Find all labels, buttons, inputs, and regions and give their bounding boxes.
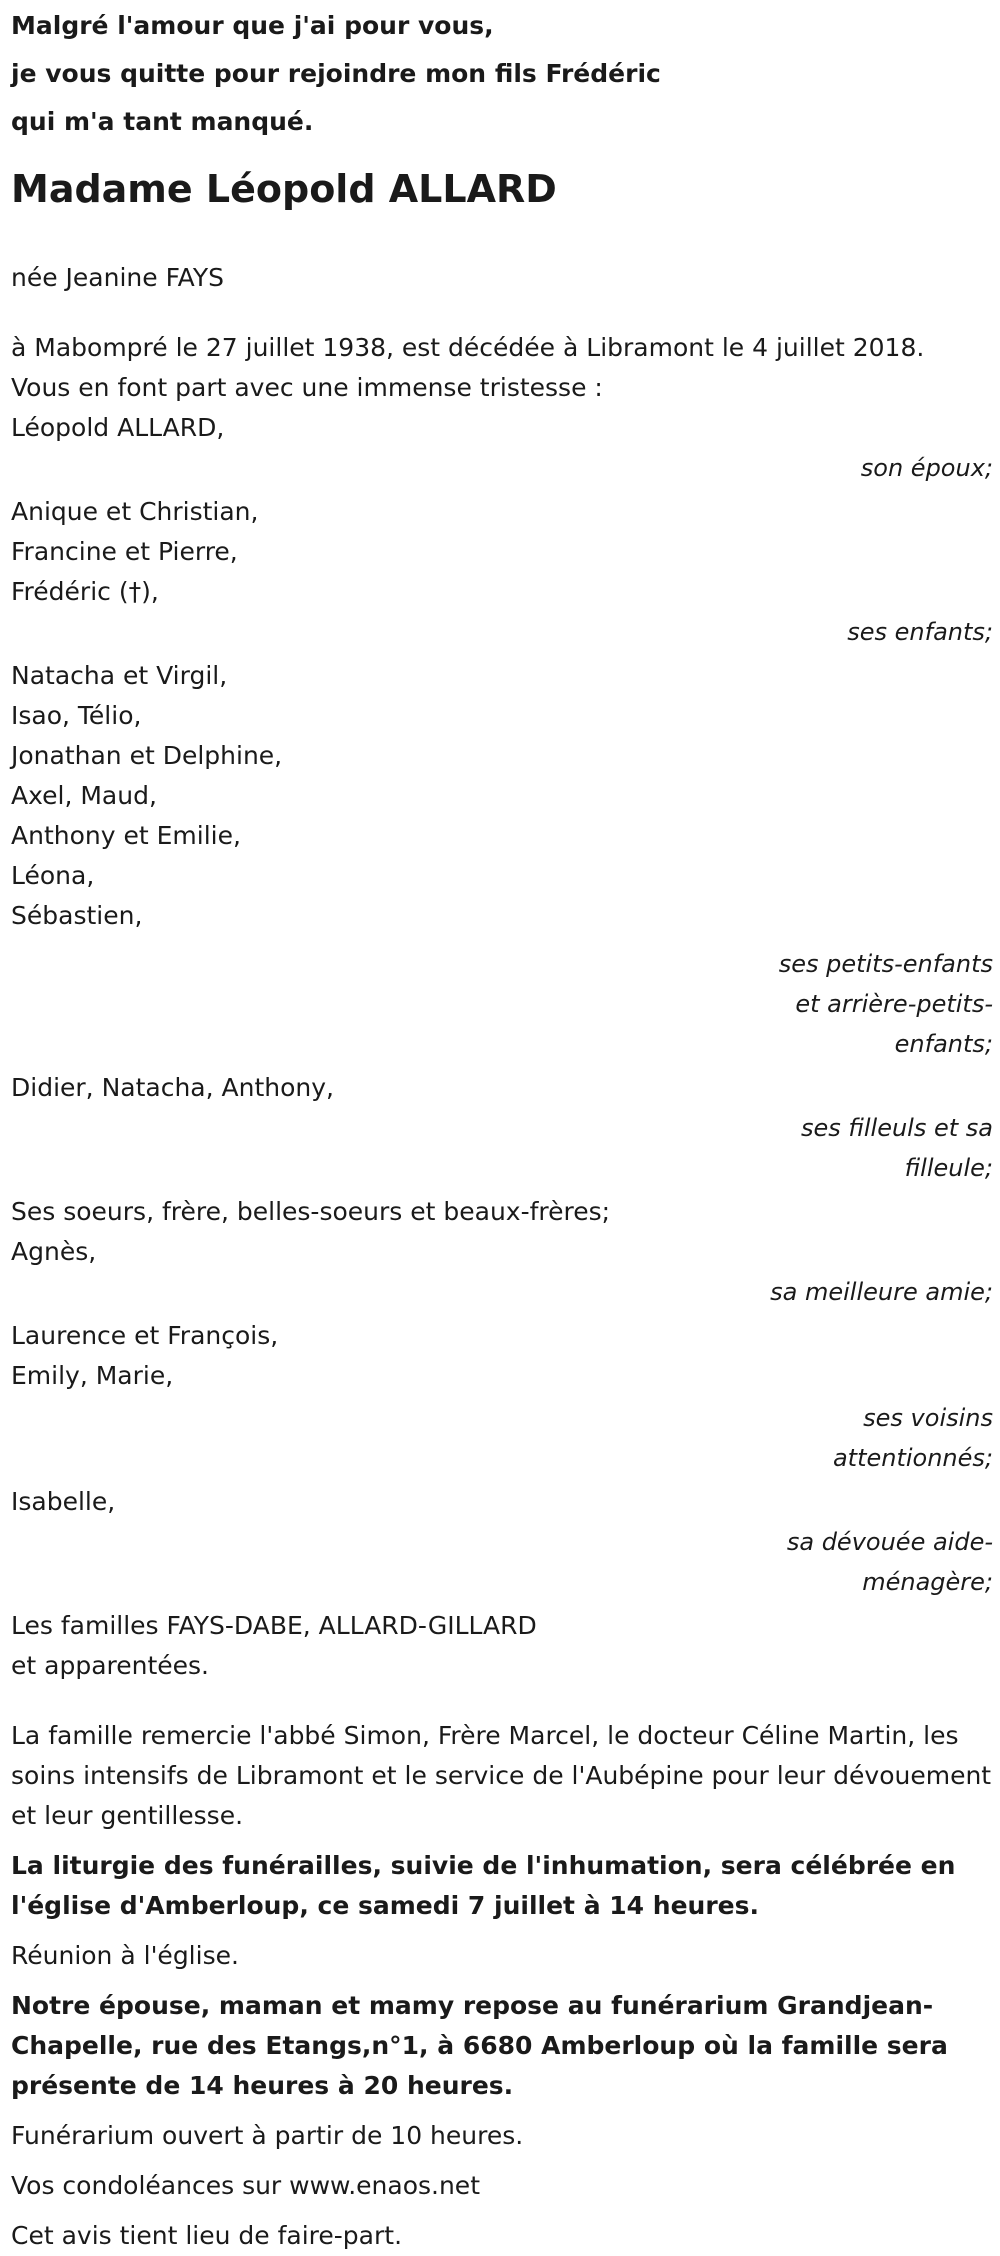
intro-line: Malgré l'amour que j'ai pour vous, — [11, 11, 494, 40]
family-names: Anthony et Emilie, — [11, 821, 241, 850]
birth-death-line: à Mabompré le 27 juillet 1938, est décédée à Libramont le 4 juillet 2018. — [11, 333, 925, 362]
funerarium-hours-line: Funérarium ouvert à partir de 10 heures. — [11, 2121, 524, 2150]
family-names: Jonathan et Delphine, — [11, 741, 283, 770]
family-group-siblings — [11, 1192, 993, 1232]
family-group-home-helper — [11, 1482, 993, 1602]
family-group-grandchildren — [11, 656, 993, 1064]
family-names: Natacha et Virgil, — [11, 661, 228, 690]
family-group-spouse — [11, 408, 993, 488]
repose-paragraph: Notre épouse, maman et mamy repose au funérarium Grandjean-Chapelle, rue des Etangs,n°1, à 6680 Amberloup où la famille sera présente de 14 heures à 20 heures. — [11, 1991, 948, 2100]
condolences-line: Vos condoléances sur www.enaos.net — [11, 2171, 480, 2200]
relation-label: ses filleuls et sa filleule; — [800, 1114, 993, 1182]
family-group-families — [11, 1606, 993, 1686]
family-names: Sébastien, — [11, 901, 143, 930]
relation-label: ses voisins attentionnés; — [832, 1404, 993, 1472]
siblings-line: Ses soeurs, frère, belles-soeurs et beaux-frères; — [11, 1197, 611, 1226]
family-group-best-friend — [11, 1232, 993, 1312]
relation-label: ses petits-enfants et arrière-petits-enfants; — [778, 950, 993, 1058]
announcement: Vous en font part avec une immense tristesse : — [11, 373, 603, 402]
thanks-paragraph: La famille remercie l'abbé Simon, Frère Marcel, le docteur Céline Martin, les soins intensifs de Libramont et le service de l'Aubépine pour leur dévouement et leur gentillesse. — [11, 1721, 992, 1830]
family-names: Anique et Christian, — [11, 497, 259, 526]
notice-line: Cet avis tient lieu de faire-part. — [11, 2221, 403, 2250]
relation-label: sa meilleure amie; — [770, 1278, 993, 1306]
families-line: Les familles FAYS-DABE, ALLARD-GILLARD — [11, 1611, 537, 1640]
intro-quote — [11, 2, 993, 146]
funeral-paragraph: La liturgie des funérailles, suivie de l'inhumation, sera célébrée en l'église d'Amberloup, ce samedi 7 juillet à 14 heures. — [11, 1851, 956, 1920]
family-names: Emily, Marie, — [11, 1361, 174, 1390]
relation-label: ses enfants; — [847, 618, 993, 646]
family-names: Laurence et François, — [11, 1321, 279, 1350]
meeting-line: Réunion à l'église. — [11, 1941, 239, 1970]
relation-label: sa dévouée aide-ménagère; — [786, 1528, 993, 1596]
family-names: Didier, Natacha, Anthony, — [11, 1073, 334, 1102]
family-names: Frédéric (†), — [11, 577, 159, 606]
family-names: Axel, Maud, — [11, 781, 157, 810]
deceased-name: Madame Léopold ALLARD — [11, 167, 557, 211]
relation-label: son époux; — [860, 454, 993, 482]
family-group-neighbors — [11, 1316, 993, 1478]
family-names: Agnès, — [11, 1237, 97, 1266]
intro-line: je vous quitte pour rejoindre mon fils Frédéric — [11, 59, 661, 88]
birth-name: née Jeanine FAYS — [11, 263, 224, 292]
family-names: Isao, Télio, — [11, 701, 142, 730]
family-group-godchildren — [11, 1068, 993, 1188]
families-line: et apparentées. — [11, 1651, 209, 1680]
family-names: Isabelle, — [11, 1487, 116, 1516]
family-names: Léopold ALLARD, — [11, 413, 225, 442]
family-names: Léona, — [11, 861, 95, 890]
intro-line: qui m'a tant manqué. — [11, 107, 314, 136]
family-names: Francine et Pierre, — [11, 537, 238, 566]
obituary-notice — [11, 0, 993, 2256]
family-group-children — [11, 492, 993, 652]
